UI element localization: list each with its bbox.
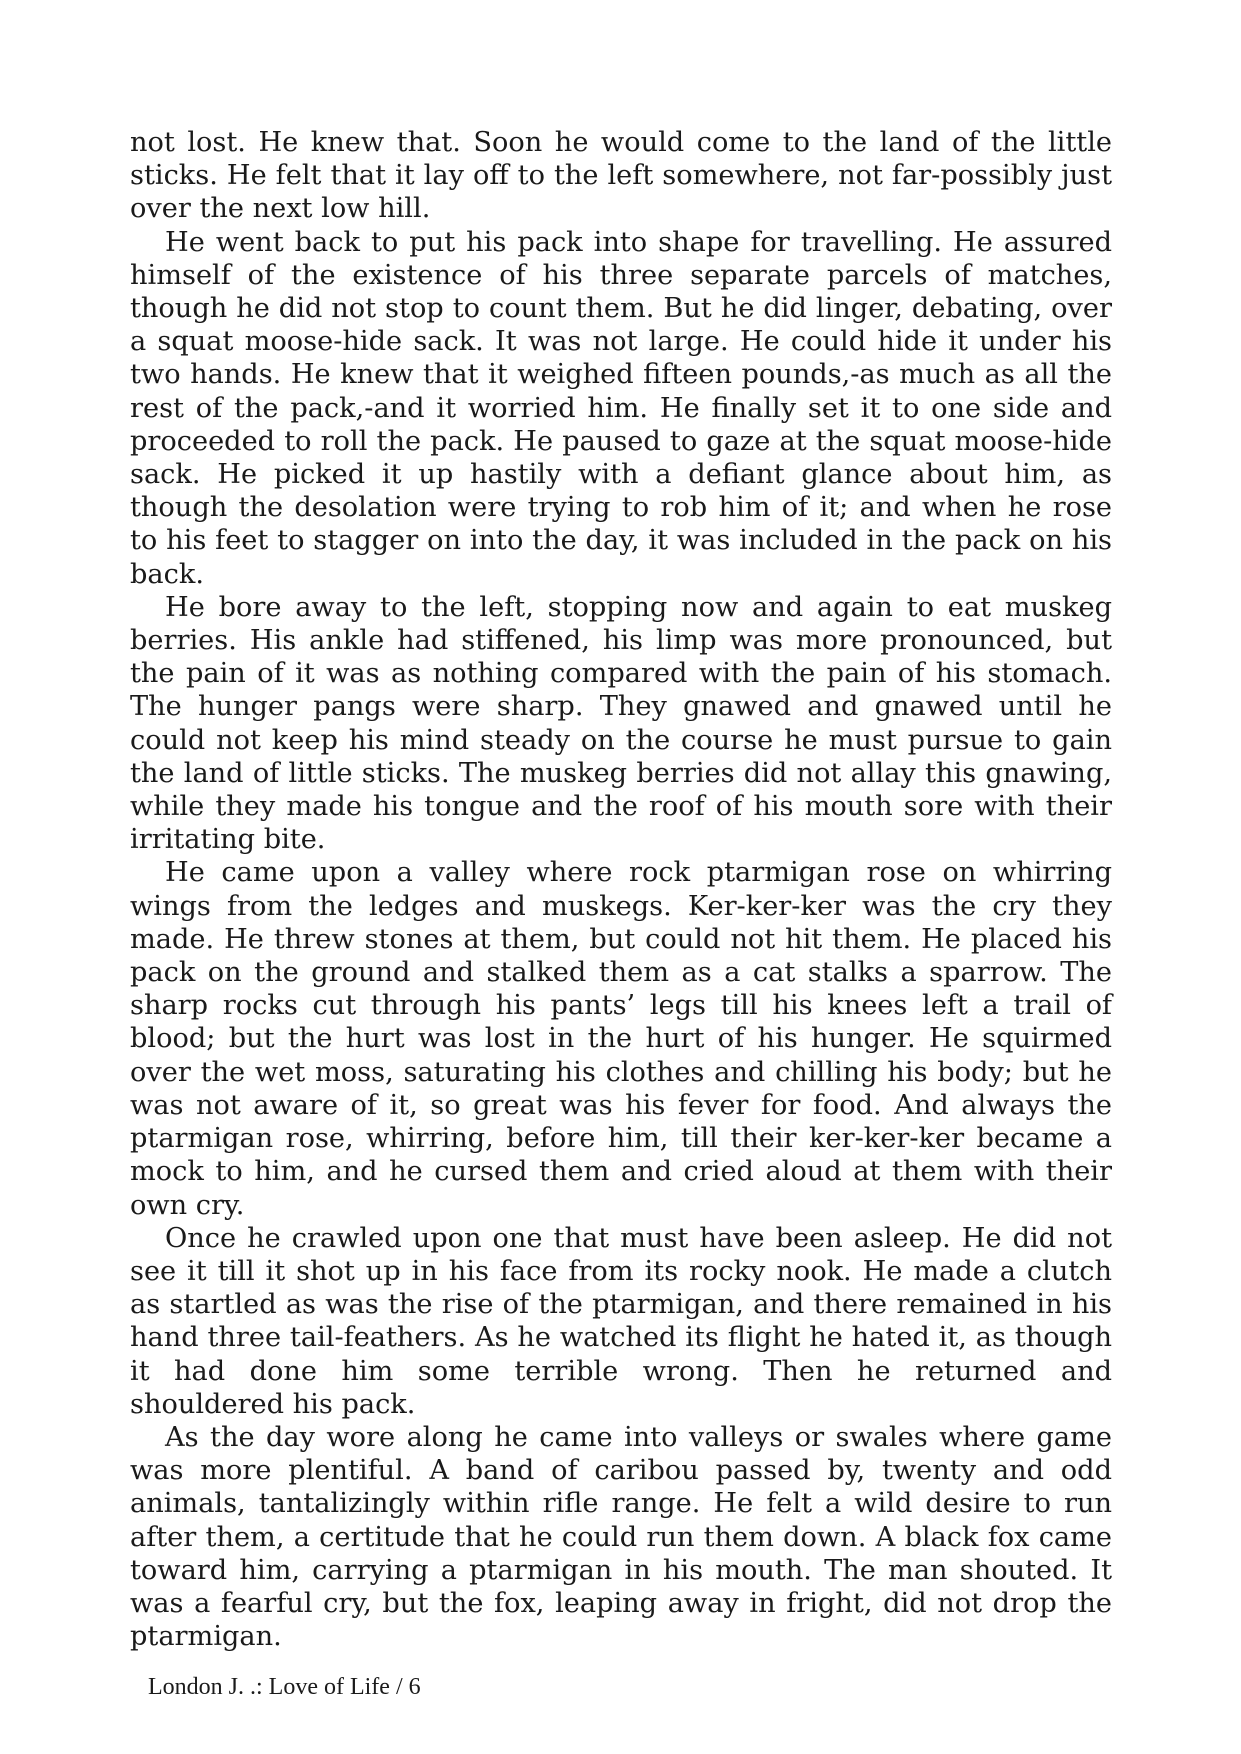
page-footer: London J. .: Love of Life / 6 (148, 1674, 421, 1700)
paragraph-2: He went back to put his pack into shape for travelling. He assured himself of the existence of his three separate parcels of matches, though he did not stop to count them. But he did linger, debating, over a squat moose-hide sack. It was not large. He could hide it under his two hands. He knew that it weighed fifteen pounds,-as much as all the rest of the pack,-and it worried him. He finally set it to one side and proceeded to roll the pack. He paused to gaze at the squat moose-hide sack. He picked it up hastily with a defiant glance about him, as though the desolation were trying to rob him of it; and when he rose to his feet to stagger on into the day, it was included in the pack on his back. (130, 226, 1112, 590)
paragraph-1: not lost. He knew that. Soon he would come to the land of the little sticks. He felt that it lay off to the left somewhere, not far-possibly just over the next low hill. (130, 127, 1112, 225)
paragraph-3: He bore away to the left, stopping now and again to eat muskeg berries. His ankle had stiffened, his limp was more pronounced, but the pain of it was as nothing compared with the pain of his stomach. The hunger pangs were sharp. They gnawed and gnawed until he could not keep his mind steady on the course he must pursue to gain the land of little sticks. The muskeg berries did not allay this gnawing, while they made his tongue and the roof of his mouth sore with their irritating bite. (130, 591, 1112, 856)
page-body (130, 126, 1112, 1653)
paragraph-5: Once he crawled upon one that must have been asleep. He did not see it till it shot up in his face from its rocky nook. He made a clutch as startled as was the rise of the ptarmigan, and there remained in his hand three tail-feathers. As he watched its flight he hated it, as though it had done him some terrible wrong. Then he returned and shouldered his pack. (130, 1222, 1112, 1420)
paragraph-4: He came upon a valley where rock ptarmigan rose on whirring wings from the ledges and muskegs. Ker-ker-ker was the cry they made. He threw stones at them, but could not hit them. He placed his pack on the ground and stalked them as a cat stalks a sparrow. The sharp rocks cut through his pants’ legs till his knees left a trail of blood; but the hurt was lost in the hurt of his hunger. He squirmed over the wet moss, saturating his clothes and chilling his body; but he was not aware of it, so great was his fever for food. And always the ptarmigan rose, whirring, before him, till their ker-ker-ker became a mock to him, and he cursed them and cried aloud at them with their own cry. (130, 857, 1112, 1221)
paragraph-6: As the day wore along he came into valleys or swales where game was more plentiful. A band of caribou passed by, twenty and odd animals, tantalizingly within rifle range. He felt a wild desire to run after them, a certitude that he could run them down. A black fox came toward him, carrying a ptarmigan in his mouth. The man shouted. It was a fearful cry, but the fox, leaping away in fright, did not drop the ptarmigan. (130, 1421, 1112, 1653)
